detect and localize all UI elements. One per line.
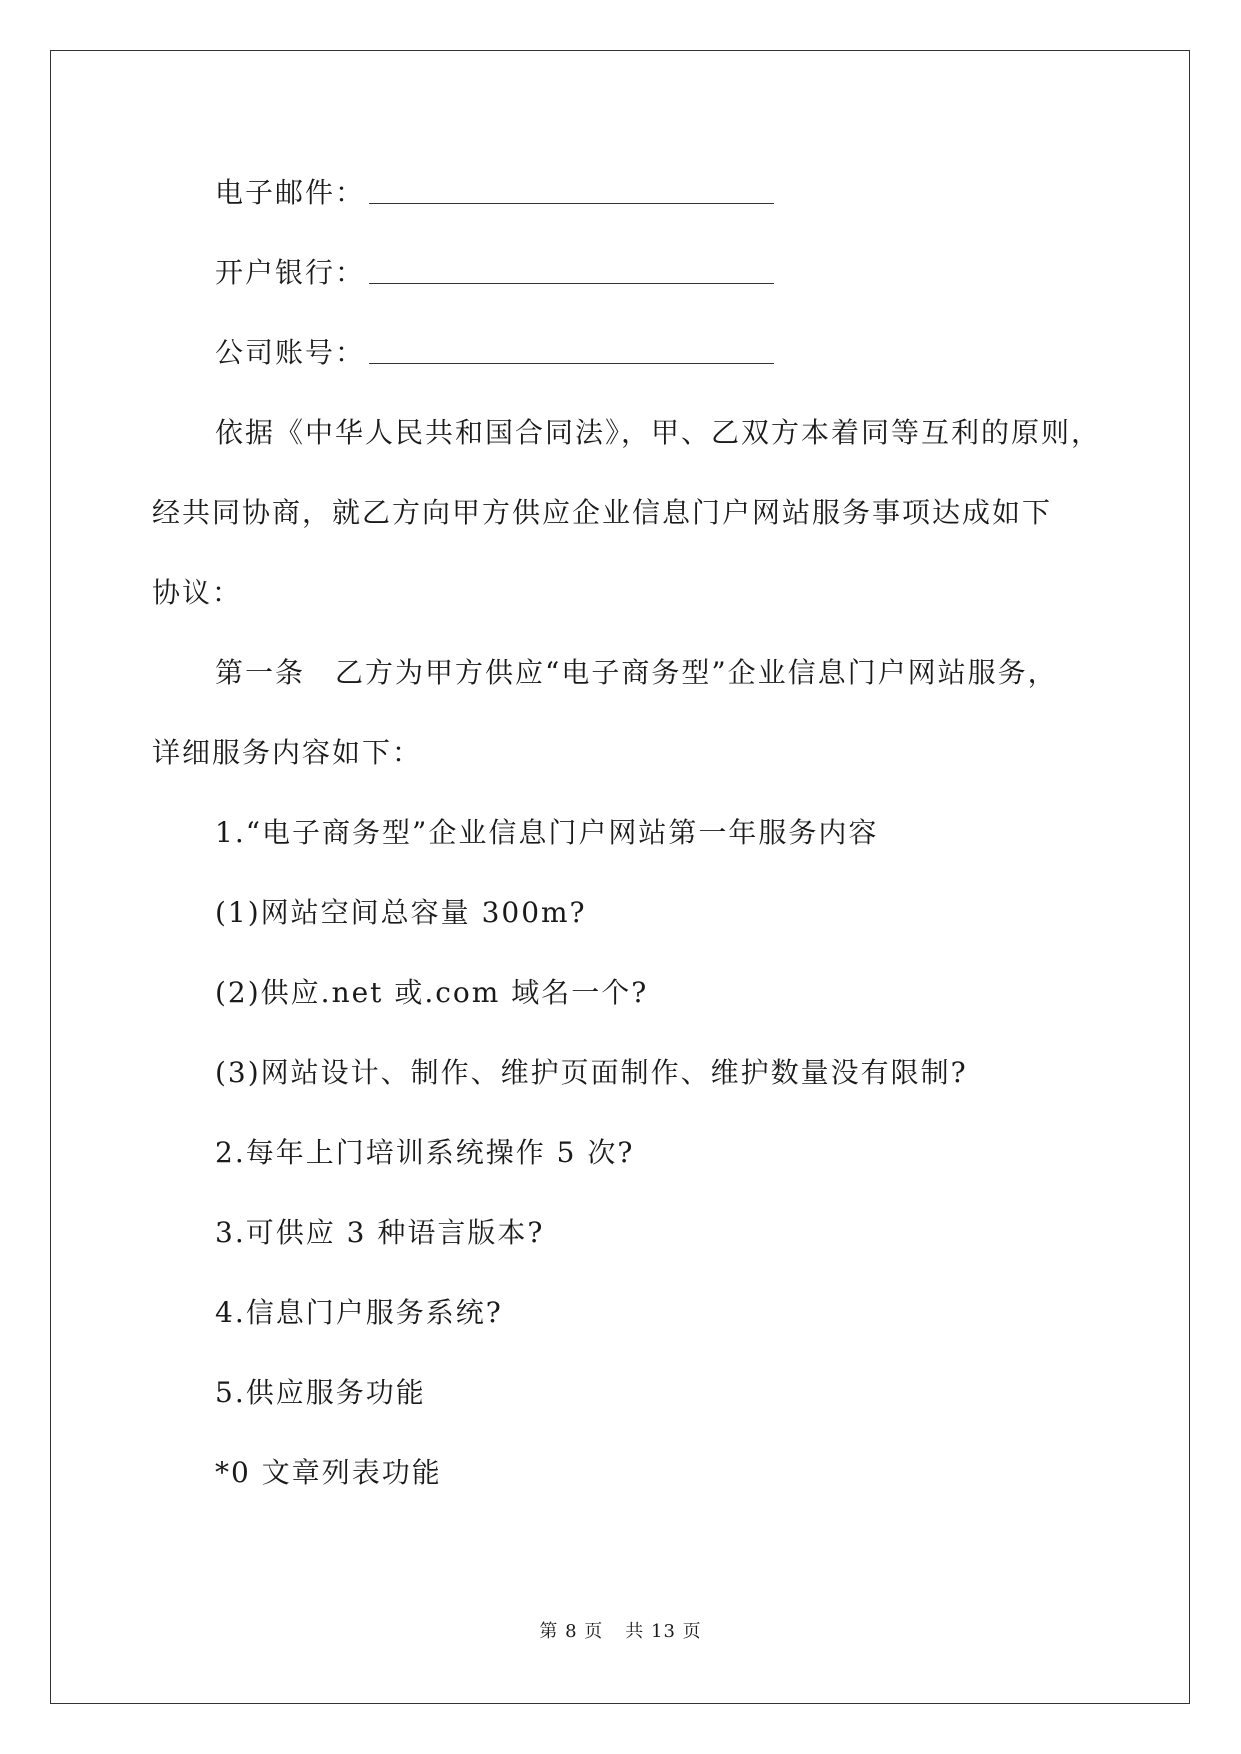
bank-blank-line (369, 281, 774, 284)
page-total: 共 13 页 (625, 1621, 702, 1642)
list-item: (1)网站空间总容量 300m? (215, 896, 587, 929)
list-item: 4.信息门户服务系统? (215, 1296, 503, 1329)
paragraph-line: 经共同协商，就乙方向甲方供应企业信息门户网站服务事项达成如下 (152, 496, 1053, 529)
list-item: 3.可供应 3 种语言版本? (215, 1216, 545, 1249)
list-item: (3)网站设计、制作、维护页面制作、维护数量没有限制? (215, 1056, 968, 1089)
account-field-row (215, 333, 774, 373)
list-item: 1.“电子商务型”企业信息门户网站第一年服务内容 (215, 816, 879, 849)
account-blank-line (369, 361, 774, 364)
list-item: *0 文章列表功能 (215, 1456, 442, 1489)
page-footer (0, 1620, 1241, 1644)
list-item: 2.每年上门培训系统操作 5 次? (215, 1136, 635, 1169)
email-blank-line (369, 201, 774, 204)
list-item: (2)供应.net 或.com 域名一个? (215, 976, 649, 1009)
page-number: 第 8 页 (539, 1621, 604, 1642)
email-field-row (215, 173, 774, 213)
email-label: 电子邮件： (215, 176, 366, 209)
article-one-line: 第一条 乙方为甲方供应“电子商务型”企业信息门户网站服务， (215, 656, 1058, 689)
paragraph-line: 协议： (152, 576, 243, 609)
article-one-line: 详细服务内容如下： (152, 736, 423, 769)
bank-label: 开户银行： (215, 256, 366, 289)
paragraph-line: 依据《中华人民共和国合同法》，甲、乙双方本着同等互利的原则， (215, 416, 1102, 449)
account-label: 公司账号： (215, 336, 366, 369)
bank-field-row (215, 253, 774, 293)
list-item: 5.供应服务功能 (215, 1376, 426, 1409)
